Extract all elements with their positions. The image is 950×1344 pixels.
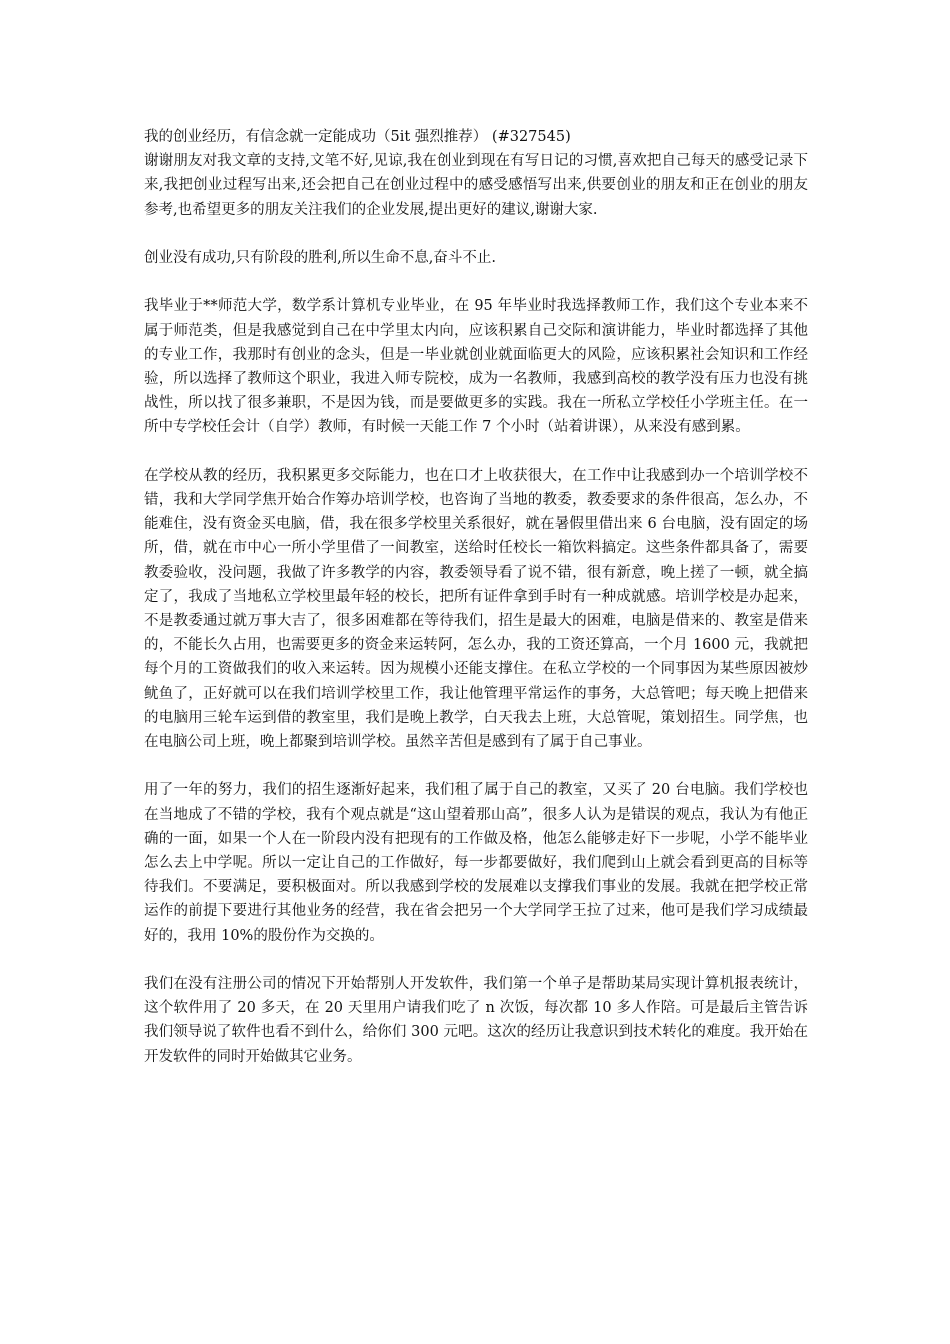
- paragraph-motto: 创业没有成功,只有阶段的胜利,所以生命不息,奋斗不止.: [144, 250, 496, 266]
- paragraph-software: 我们在没有注册公司的情况下开始帮别人开发软件，我们第一个单子是帮助某局实现计算机报表统计，这个软件用了 20 多天，在 20 天里用户请我们吃了 n 次饭，每次都 10 多人作陪。可是最后主管告诉我们领导说了软件也看不到什么，给你们 300 元吧。这次的经历让我意识到技术转化的难度。我开始在开发软件的同时开始做其它业务。: [144, 976, 808, 1065]
- document-body: [144, 125, 808, 1093]
- paragraph-growth: 用了一年的努力，我们的招生逐渐好起来，我们租了属于自己的教室，又买了 20 台电脑。我们学校也在当地成了不错的学校，我有个观点就是“这山望着那山高”，很多人认为是错误的观点，我认为有他正确的一面，如果一个人在一阶段内没有把现有的工作做及格，他怎么能够走好下一步呢，小学不能毕业怎么去上中学呢。所以一定让自己的工作做好，每一步都要做好，我们爬到山上就会看到更高的目标等待我们。不要满足，要积极面对。所以我感到学校的发展难以支撑我们事业的发展。我就在把学校正常运作的前提下要进行其他业务的经营，我在省会把另一个大学同学王拉了过来，他可是我们学习成绩最好的，我用 10%的股份作为交换的。: [144, 782, 808, 944]
- paragraph-graduation: 我毕业于**师范大学，数学系计算机专业毕业，在 95 年毕业时我选择教师工作，我们这个专业本来不属于师范类，但是我感觉到自己在中学里太内向，应该积累自己交际和演讲能力，毕业时都选择了其他的专业工作，我那时有创业的念头，但是一毕业就创业就面临更大的风险，应该积累社会知识和工作经验，所以选择了教师这个职业，我进入师专院校，成为一名教师，我感到高校的教学没有压力也没有挑战性，所以找了很多兼职，不是因为钱，而是要做更多的实践。我在一所私立学校任小学班主任。在一所中专学校任会计（自学）教师，有时候一天能工作 7 个小时（站着讲课），从来没有感到累。: [144, 298, 808, 436]
- document-title: 我的创业经历，有信念就一定能成功（5it 强烈推荐） (#327545): [144, 129, 571, 145]
- paragraph-thanks: 谢谢朋友对我文章的支持,文笔不好,见谅,我在创业到现在有写日记的习惯,喜欢把自己每天的感受记录下来,我把创业过程写出来,还会把自己在创业过程中的感受感悟写出来,供要创业的朋友和正在创业的朋友参考,也希望更多的朋友关注我们的企业发展,提出更好的建议,谢谢大家.: [144, 153, 808, 218]
- paragraph-training-school: 在学校从教的经历，我积累更多交际能力，也在口才上收获很大，在工作中让我感到办一个培训学校不错，我和大学同学焦开始合作筹办培训学校，也咨询了当地的教委，教委要求的条件很高，怎么办，不能难住，没有资金买电脑，借，我在很多学校里关系很好，就在暑假里借出来 6 台电脑，没有固定的场所，借，就在市中心一所小学里借了一间教室，送给时任校长一箱饮料搞定。这些条件都具备了，需要教委验收，没问题，我做了许多教学的内容，教委领导看了说不错，很有新意，晚上搓了一顿，就全搞定了，我成了当地私立学校里最年轻的校长，把所有证件拿到手时有一种成就感。培训学校是办起来，不是教委通过就万事大吉了，很多困难都在等待我们，招生是最大的困难，电脑是借来的、教室是借来的，不能长久占用，也需要更多的资金来运转阿，怎么办，我的工资还算高，一个月 1600 元，我就把每个月的工资做我们的收入来运转。因为规模小还能支撑住。在私立学校的一个同事因为某些原因被炒鱿鱼了，正好就可以在我们培训学校里工作，我让他管理平常运作的事务，大总管吧；每天晚上把借来的电脑用三轮车运到借的教室里，我们是晚上教学，白天我去上班，大总管呢，策划招生。同学焦，也在电脑公司上班，晚上都聚到培训学校。虽然辛苦但是感到有了属于自己事业。: [144, 467, 808, 751]
